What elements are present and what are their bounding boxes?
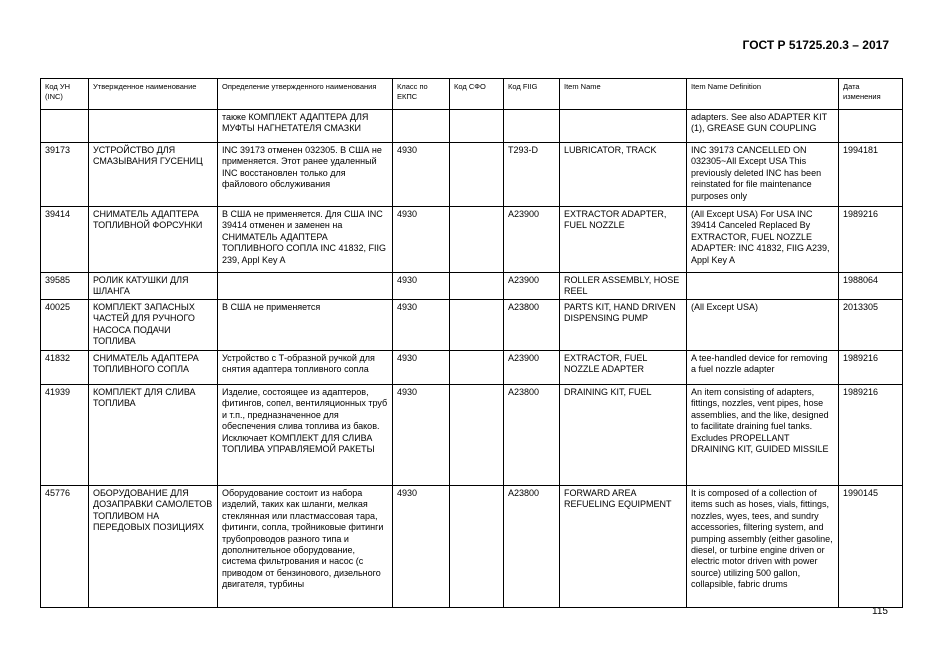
cell-class: 4930: [393, 351, 450, 385]
cell-item-name: EXTRACTOR, FUEL NOZZLE ADAPTER: [560, 351, 687, 385]
cell-inc: 41939: [41, 385, 89, 486]
cell-item-name: ROLLER ASSEMBLY, HOSE REEL: [560, 273, 687, 300]
cell-item-definition: It is composed of a collection of items such as hoses, vials, fittings, nozzles, wyes, tees, and sundry accessories, filtering system, and pumping assembly (either gasoline, diesel, or turbine engine driven or electric motor driven with power source) utilizing 500 gallon, collapsible, fabric drums: [687, 486, 839, 608]
table-row: [41, 385, 903, 486]
cell-definition: INC 39173 отменен 032305. В США не применяется. Этот ранее удаленный INC восстановлен только для файлового обслуживания: [218, 143, 393, 207]
table-row: [41, 300, 903, 351]
cell-approved-name: СНИМАТЕЛЬ АДАПТЕРА ТОПЛИВНОЙ ФОРСУНКИ: [89, 207, 218, 273]
cell-sfo: [450, 273, 504, 300]
cell-fiig: A23800: [504, 385, 560, 486]
cell-item-name: LUBRICATOR, TRACK: [560, 143, 687, 207]
cell-item-name: DRAINING KIT, FUEL: [560, 385, 687, 486]
cell-item-definition: (All Except USA) For USA INC 39414 Canceled Replaced By EXTRACTOR, FUEL NOZZLE ADAPTER: INC 41832, FIIG A239, Appl Key A: [687, 207, 839, 273]
cell-inc: 40025: [41, 300, 89, 351]
col-header-sfo: Код СФО: [450, 79, 504, 110]
cell-change-date: 1988064: [839, 273, 903, 300]
cell-definition: также КОМПЛЕКТ АДАПТЕРА ДЛЯ МУФТЫ НАГНЕТАТЕЛЯ СМАЗКИ: [218, 110, 393, 143]
cell-change-date: 2013305: [839, 300, 903, 351]
cell-item-definition: INC 39173 CANCELLED ON 032305~All Except USA This previously deleted INC has been reinstated for file maintenance purposes only: [687, 143, 839, 207]
table-row: [41, 486, 903, 608]
col-header-fiig: Код FIIG: [504, 79, 560, 110]
cell-definition: [218, 273, 393, 300]
table-row: [41, 351, 903, 385]
cell-approved-name: РОЛИК КАТУШКИ ДЛЯ ШЛАНГА: [89, 273, 218, 300]
col-header-change-date: Дата изменения: [839, 79, 903, 110]
col-header-item-definition: Item Name Definition: [687, 79, 839, 110]
cell-class: 4930: [393, 385, 450, 486]
cell-class: 4930: [393, 486, 450, 608]
cell-item-definition: (All Except USA): [687, 300, 839, 351]
col-header-definition: Определение утвержденного наименования: [218, 79, 393, 110]
cell-sfo: [450, 207, 504, 273]
cell-item-name: PARTS KIT, HAND DRIVEN DISPENSING PUMP: [560, 300, 687, 351]
cell-fiig: A23900: [504, 273, 560, 300]
table-header-row: [41, 79, 903, 110]
table-row: [41, 273, 903, 300]
cell-class: [393, 110, 450, 143]
cell-sfo: [450, 486, 504, 608]
cell-sfo: [450, 110, 504, 143]
cell-change-date: 1989216: [839, 351, 903, 385]
cell-approved-name: КОМПЛЕКТ ДЛЯ СЛИВА ТОПЛИВА: [89, 385, 218, 486]
cell-sfo: [450, 300, 504, 351]
cell-definition: Устройство с Т-образной ручкой для снятия адаптера топливного сопла: [218, 351, 393, 385]
cell-definition: Изделие, состоящее из адаптеров, фитингов, сопел, вентиляционных труб и т.п., предназначенное для обеспечения слива топлива из баков. Исключает КОМПЛЕКТ ДЛЯ СЛИВА ТОПЛИВА УПРАВЛЯЕМОЙ РАКЕТЫ: [218, 385, 393, 486]
cell-inc: 41832: [41, 351, 89, 385]
cell-fiig: A23800: [504, 300, 560, 351]
cell-change-date: 1990145: [839, 486, 903, 608]
page-number: 115: [872, 606, 888, 617]
catalog-table: [40, 78, 903, 608]
cell-item-definition: An item consisting of adapters, fittings, nozzles, vent pipes, hose assemblies, and the like, designed to facilitate draining fuel tanks. Excludes PROPELLANT DRAINING KIT, GUIDED MISSILE: [687, 385, 839, 486]
table-row: [41, 143, 903, 207]
cell-fiig: A23900: [504, 207, 560, 273]
cell-inc: 39585: [41, 273, 89, 300]
cell-approved-name: ОБОРУДОВАНИЕ ДЛЯ ДОЗАПРАВКИ САМОЛЕТОВ ТОПЛИВОМ НА ПЕРЕДОВЫХ ПОЗИЦИЯХ: [89, 486, 218, 608]
cell-item-name: FORWARD AREA REFUELING EQUIPMENT: [560, 486, 687, 608]
cell-inc: 39173: [41, 143, 89, 207]
cell-sfo: [450, 385, 504, 486]
cell-approved-name: КОМПЛЕКТ ЗАПАСНЫХ ЧАСТЕЙ ДЛЯ РУЧНОГО НАСОСА ПОДАЧИ ТОПЛИВА: [89, 300, 218, 351]
cell-sfo: [450, 351, 504, 385]
cell-class: 4930: [393, 273, 450, 300]
cell-inc: 45776: [41, 486, 89, 608]
cell-change-date: 1989216: [839, 385, 903, 486]
cell-inc: [41, 110, 89, 143]
table-body: [41, 110, 903, 608]
cell-item-name: [560, 110, 687, 143]
cell-inc: 39414: [41, 207, 89, 273]
col-header-inc: Код УН (INC): [41, 79, 89, 110]
cell-sfo: [450, 143, 504, 207]
table-row: [41, 110, 903, 143]
col-header-class: Класс по ЕКПС: [393, 79, 450, 110]
document-header: ГОСТ Р 51725.20.3 – 2017: [742, 38, 889, 52]
cell-fiig: [504, 110, 560, 143]
cell-approved-name: УСТРОЙСТВО ДЛЯ СМАЗЫВАНИЯ ГУСЕНИЦ: [89, 143, 218, 207]
cell-change-date: 1989216: [839, 207, 903, 273]
cell-definition: В США не применяется: [218, 300, 393, 351]
cell-fiig: T293-D: [504, 143, 560, 207]
cell-change-date: 1994181: [839, 143, 903, 207]
col-header-approved-name: Утвержденное наименование: [89, 79, 218, 110]
col-header-item-name: Item Name: [560, 79, 687, 110]
cell-definition: В США не применяется. Для США INC 39414 отменен и заменен на СНИМАТЕЛЬ АДАПТЕРА ТОПЛИВНОГО СОПЛА INC 41832, FIIG 239, Appl Key A: [218, 207, 393, 273]
cell-class: 4930: [393, 143, 450, 207]
cell-definition: Оборудование состоит из набора изделий, таких как шланги, мелкая стеклянная или пластмассовая тара, фитинги, сопла, тройниковые фитинги трубопроводов разного типа и дополнительное оборудование, система фильтрования и насос (с приводом от бензинового, дизельного двигателя, турбины: [218, 486, 393, 608]
cell-item-name: EXTRACTOR ADAPTER, FUEL NOZZLE: [560, 207, 687, 273]
cell-class: 4930: [393, 300, 450, 351]
cell-change-date: [839, 110, 903, 143]
cell-approved-name: СНИМАТЕЛЬ АДАПТЕРА ТОПЛИВНОГО СОПЛА: [89, 351, 218, 385]
cell-item-definition: [687, 273, 839, 300]
cell-fiig: A23800: [504, 486, 560, 608]
cell-item-definition: A tee-handled device for removing a fuel nozzle adapter: [687, 351, 839, 385]
cell-class: 4930: [393, 207, 450, 273]
cell-item-definition: adapters. See also ADAPTER KIT (1), GREASE GUN COUPLING: [687, 110, 839, 143]
cell-fiig: A23900: [504, 351, 560, 385]
cell-approved-name: [89, 110, 218, 143]
table-row: [41, 207, 903, 273]
